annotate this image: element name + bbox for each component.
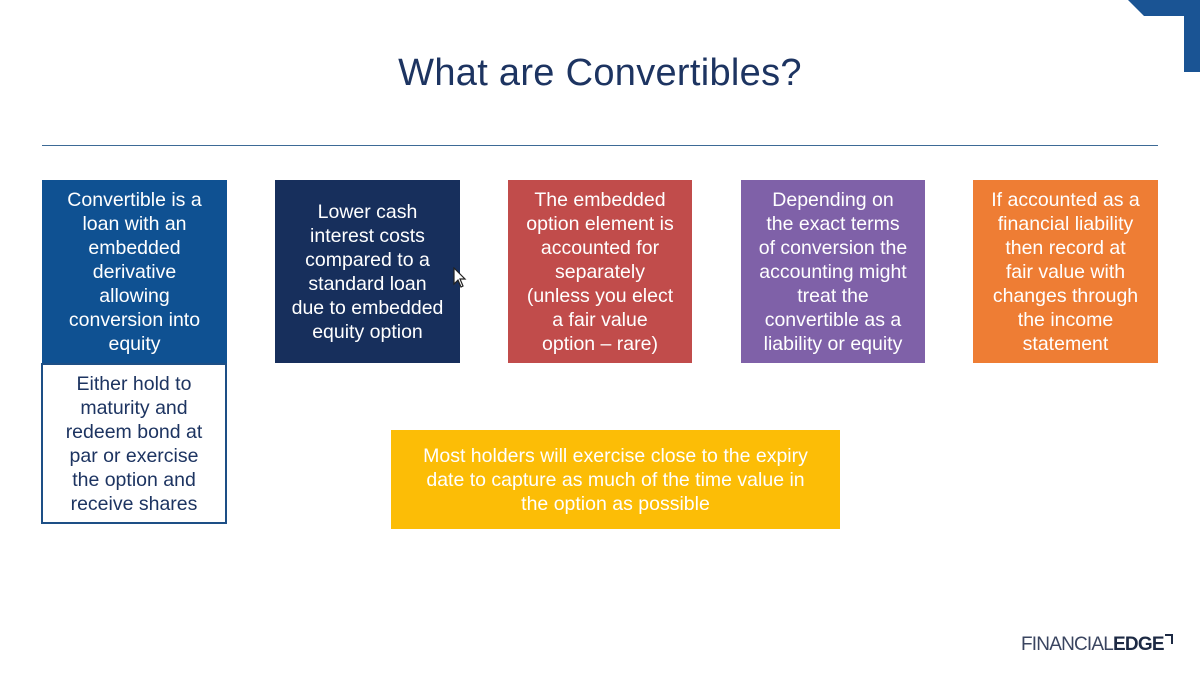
terms-line: liability or equity xyxy=(763,332,903,355)
definition-line: embedded xyxy=(88,236,181,259)
logo-corner-icon xyxy=(1165,634,1173,644)
definition-line: Convertible is a xyxy=(67,188,202,211)
interest-line: Lower cash xyxy=(317,200,418,223)
terms-line: convertible as a xyxy=(764,308,902,331)
exercise-line: Most holders will exercise close to the expiry xyxy=(423,444,808,467)
option-accounting-line: accounted for xyxy=(540,236,660,259)
option-accounting-line: option element is xyxy=(526,212,674,235)
hold-line: redeem bond at xyxy=(65,420,203,443)
option-accounting-line: a fair value xyxy=(552,308,648,331)
liability-line: then record at xyxy=(1005,236,1126,259)
terms-line: the exact terms xyxy=(766,212,900,235)
exercise-line: the option as possible xyxy=(521,492,710,515)
exercise-timing-box xyxy=(391,430,840,529)
interest-line: standard loan xyxy=(308,272,427,295)
slide-title: What are Convertibles? xyxy=(398,52,802,94)
liability-line: statement xyxy=(1022,332,1109,355)
definition-line: conversion into xyxy=(68,308,201,331)
definition-line: equity xyxy=(108,332,161,355)
financial-edge-logo xyxy=(1021,634,1173,660)
interest-line: interest costs xyxy=(310,224,425,247)
hold-or-exercise-box xyxy=(41,363,227,524)
logo-text-edge: EDGE xyxy=(1113,634,1164,655)
terms-box xyxy=(741,180,925,363)
terms-line: of conversion the xyxy=(758,236,908,259)
interest-box xyxy=(275,180,460,363)
terms-line: treat the xyxy=(797,284,869,307)
option-accounting-line: (unless you elect xyxy=(526,284,674,307)
liability-line: the income xyxy=(1017,308,1114,331)
hold-line: Either hold to xyxy=(76,372,192,395)
hold-line: receive shares xyxy=(70,492,198,515)
liability-line: financial liability xyxy=(997,212,1134,235)
option-accounting-line: separately xyxy=(555,260,645,283)
liability-line: fair value with xyxy=(1005,260,1126,283)
definition-box xyxy=(42,180,227,363)
interest-line: due to embedded xyxy=(291,296,444,319)
definition-line: allowing xyxy=(99,284,170,307)
interest-line: equity option xyxy=(312,320,423,343)
liability-line: If accounted as a xyxy=(991,188,1140,211)
hold-line: maturity and xyxy=(80,396,188,419)
option-accounting-line: The embedded xyxy=(534,188,666,211)
title-divider xyxy=(42,145,1158,146)
terms-line: accounting might xyxy=(759,260,907,283)
definition-line: derivative xyxy=(92,260,177,283)
hold-line: the option and xyxy=(72,468,196,491)
mouse-pointer-icon xyxy=(453,267,467,289)
option-accounting-line: option – rare) xyxy=(542,332,658,355)
logo-text-financial: FINANCIAL xyxy=(1021,634,1114,655)
liability-line: changes through xyxy=(992,284,1139,307)
option-accounting-box xyxy=(508,180,692,363)
exercise-line: date to capture as much of the time value in xyxy=(426,468,805,491)
hold-line: par or exercise xyxy=(69,444,199,467)
terms-line: Depending on xyxy=(772,188,894,211)
liability-box xyxy=(973,180,1158,363)
definition-line: loan with an xyxy=(82,212,187,235)
interest-line: compared to a xyxy=(305,248,430,271)
